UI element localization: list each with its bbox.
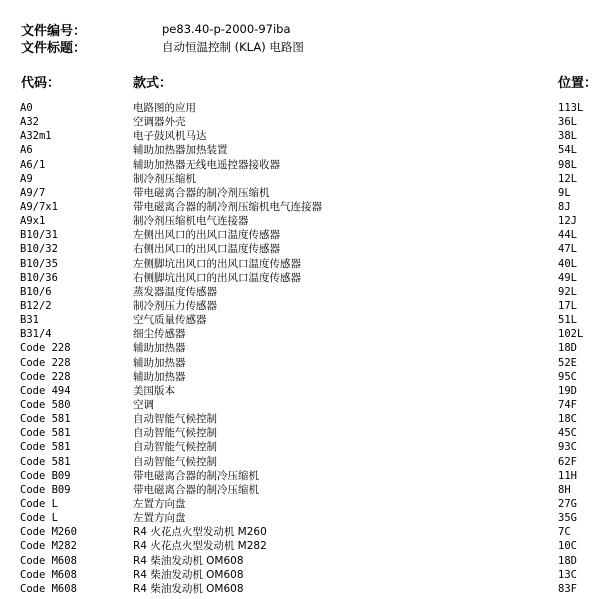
component-description: R4 火花点火型发动机 M282 xyxy=(133,540,267,553)
component-description: 带电磁离合器的制冷剂压缩机电气连接器 xyxy=(133,200,322,213)
component-description: 蒸发器温度传感器 xyxy=(133,285,217,298)
component-description: 带电磁离合器的制冷剂压缩机 xyxy=(133,186,270,199)
component-position: 11H xyxy=(558,469,577,482)
component-description: 空调 xyxy=(133,398,154,411)
component-code: Code L xyxy=(20,512,58,525)
component-description: 自动智能气候控制 xyxy=(133,427,217,440)
component-description: 右侧出风口的出风口温度传感器 xyxy=(133,243,280,256)
component-position: 8H xyxy=(558,483,571,496)
component-code: Code 581 xyxy=(20,441,71,454)
component-code: Code 228 xyxy=(20,356,71,369)
table-row xyxy=(0,214,606,228)
table-row xyxy=(0,440,606,454)
component-code: B12/2 xyxy=(20,299,52,312)
table-row xyxy=(0,242,606,256)
table-row xyxy=(0,426,606,440)
table-row xyxy=(0,356,606,370)
table-row xyxy=(0,511,606,525)
component-code: Code 581 xyxy=(20,427,71,440)
component-code: A9/7 xyxy=(20,186,46,199)
component-description: 美国版本 xyxy=(133,384,175,397)
component-position: 44L xyxy=(558,229,577,242)
component-code: Code M608 xyxy=(20,568,77,581)
component-position: 45C xyxy=(558,427,577,440)
component-description: 辅助加热器 xyxy=(133,356,186,369)
table-row xyxy=(0,129,606,143)
table-row xyxy=(0,554,606,568)
component-description: 空气质量传感器 xyxy=(133,314,207,327)
table-row xyxy=(0,158,606,172)
component-code: Code M260 xyxy=(20,526,77,539)
component-position: 38L xyxy=(558,130,577,143)
component-position: 52E xyxy=(558,356,577,369)
component-position: 18D xyxy=(558,554,577,567)
component-position: 8J xyxy=(558,200,571,213)
table-row xyxy=(0,525,606,539)
component-code: A9x1 xyxy=(20,215,46,228)
component-code: A9/7x1 xyxy=(20,200,58,213)
component-code: A9 xyxy=(20,172,33,185)
component-code: A32m1 xyxy=(20,130,52,143)
component-position: 40L xyxy=(558,257,577,270)
component-description: 空调器外壳 xyxy=(133,116,186,129)
component-code: B10/6 xyxy=(20,285,52,298)
component-code: B31 xyxy=(20,314,39,327)
table-row xyxy=(0,469,606,483)
column-header-model: 款式： xyxy=(133,76,173,91)
component-description: 辅助加热器 xyxy=(133,370,186,383)
component-code: Code 581 xyxy=(20,413,71,426)
component-description: 自动智能气候控制 xyxy=(133,441,217,454)
component-description: R4 火花点火型发动机 M260 xyxy=(133,526,267,539)
component-position: 12L xyxy=(558,172,577,185)
component-code: Code L xyxy=(20,497,58,510)
component-description: 左置方向盘 xyxy=(133,497,186,510)
component-position: 74F xyxy=(558,398,577,411)
component-description: 制冷剂压力传感器 xyxy=(133,299,217,312)
component-code: B31/4 xyxy=(20,328,52,341)
component-position: 13C xyxy=(558,568,577,581)
table-row xyxy=(0,143,606,157)
component-description: 电路图的应用 xyxy=(133,102,196,114)
component-position: 36L xyxy=(558,116,577,129)
component-position: 27G xyxy=(558,497,577,510)
component-position: 83F xyxy=(558,582,577,595)
component-position: 95C xyxy=(558,370,577,383)
table-row xyxy=(0,582,606,596)
component-list xyxy=(0,101,606,596)
component-position: 62F xyxy=(558,455,577,468)
component-description: 辅助加热器 xyxy=(133,342,186,355)
component-description: 自动智能气候控制 xyxy=(133,455,217,468)
component-code: Code 228 xyxy=(20,342,71,355)
component-position: 49L xyxy=(558,271,577,284)
table-row xyxy=(0,101,606,115)
component-position: 51L xyxy=(558,314,577,327)
component-code: B10/35 xyxy=(20,257,58,270)
component-position: 47L xyxy=(558,243,577,256)
component-code: A6/1 xyxy=(20,158,46,171)
component-code: B10/32 xyxy=(20,243,58,256)
table-row xyxy=(0,568,606,582)
table-row xyxy=(0,172,606,186)
component-position: 93C xyxy=(558,441,577,454)
component-code: Code B09 xyxy=(20,483,71,496)
component-position: 17L xyxy=(558,299,577,312)
component-description: 制冷剂压缩机 xyxy=(133,172,196,185)
component-description: 左置方向盘 xyxy=(133,512,186,525)
table-row xyxy=(0,186,606,200)
column-header-code: 代码： xyxy=(21,76,61,91)
component-position: 113L xyxy=(558,102,584,114)
component-code: Code 228 xyxy=(20,370,71,383)
component-code: Code B09 xyxy=(20,469,71,482)
component-position: 19D xyxy=(558,384,577,397)
table-row xyxy=(0,327,606,341)
component-position: 7C xyxy=(558,526,571,539)
table-row xyxy=(0,115,606,129)
component-description: R4 柴油发动机 OM608 xyxy=(133,568,244,581)
component-code: B10/31 xyxy=(20,229,58,242)
component-position: 102L xyxy=(558,328,584,341)
component-code: Code 580 xyxy=(20,398,71,411)
column-header-position: 位置： xyxy=(558,76,598,91)
component-code: A32 xyxy=(20,116,39,129)
doc-number-value: pe83.40-p-2000-97iba xyxy=(162,22,291,36)
table-row xyxy=(0,455,606,469)
component-code: Code 581 xyxy=(20,455,71,468)
component-description: 制冷剂压缩机电气连接器 xyxy=(133,215,249,228)
component-description: 电子鼓风机马达 xyxy=(133,130,207,143)
table-row xyxy=(0,370,606,384)
component-position: 92L xyxy=(558,285,577,298)
component-code: Code M282 xyxy=(20,540,77,553)
component-description: 辅助加热器加热装置 xyxy=(133,144,228,157)
component-code: Code 494 xyxy=(20,384,71,397)
component-position: 98L xyxy=(558,158,577,171)
component-position: 35G xyxy=(558,512,577,525)
component-position: 10C xyxy=(558,540,577,553)
table-row xyxy=(0,412,606,426)
table-row xyxy=(0,483,606,497)
table-row xyxy=(0,257,606,271)
table-row xyxy=(0,200,606,214)
component-description: 带电磁离合器的制冷压缩机 xyxy=(133,469,259,482)
table-row xyxy=(0,341,606,355)
component-position: 54L xyxy=(558,144,577,157)
table-row xyxy=(0,497,606,511)
component-description: R4 柴油发动机 OM608 xyxy=(133,582,244,595)
component-description: 辅助加热器无线电遥控器接收器 xyxy=(133,158,280,171)
doc-number-label: 文件编号： xyxy=(21,24,87,39)
component-position: 18D xyxy=(558,342,577,355)
component-code: Code M608 xyxy=(20,582,77,595)
table-row xyxy=(0,271,606,285)
component-position: 12J xyxy=(558,215,577,228)
table-row xyxy=(0,398,606,412)
table-row xyxy=(0,539,606,553)
component-description: 左侧脚坑出风口的出风口温度传感器 xyxy=(133,257,301,270)
table-row xyxy=(0,313,606,327)
component-code: B10/36 xyxy=(20,271,58,284)
component-description: 带电磁离合器的制冷压缩机 xyxy=(133,483,259,496)
component-description: 自动智能气候控制 xyxy=(133,413,217,426)
table-row xyxy=(0,299,606,313)
doc-title-value: 自动恒温控制 (KLA) 电路图 xyxy=(162,40,304,54)
table-row xyxy=(0,285,606,299)
table-row xyxy=(0,384,606,398)
component-position: 18C xyxy=(558,413,577,426)
component-code: Code M608 xyxy=(20,554,77,567)
component-description: 细尘传感器 xyxy=(133,328,186,341)
doc-title-label: 文件标题： xyxy=(21,41,87,56)
component-description: 左侧出风口的出风口温度传感器 xyxy=(133,229,280,242)
component-description: R4 柴油发动机 OM608 xyxy=(133,554,244,567)
component-code: A0 xyxy=(20,102,33,114)
component-code: A6 xyxy=(20,144,33,157)
table-row xyxy=(0,228,606,242)
component-position: 9L xyxy=(558,186,571,199)
component-description: 右侧脚坑出风口的出风口温度传感器 xyxy=(133,271,301,284)
